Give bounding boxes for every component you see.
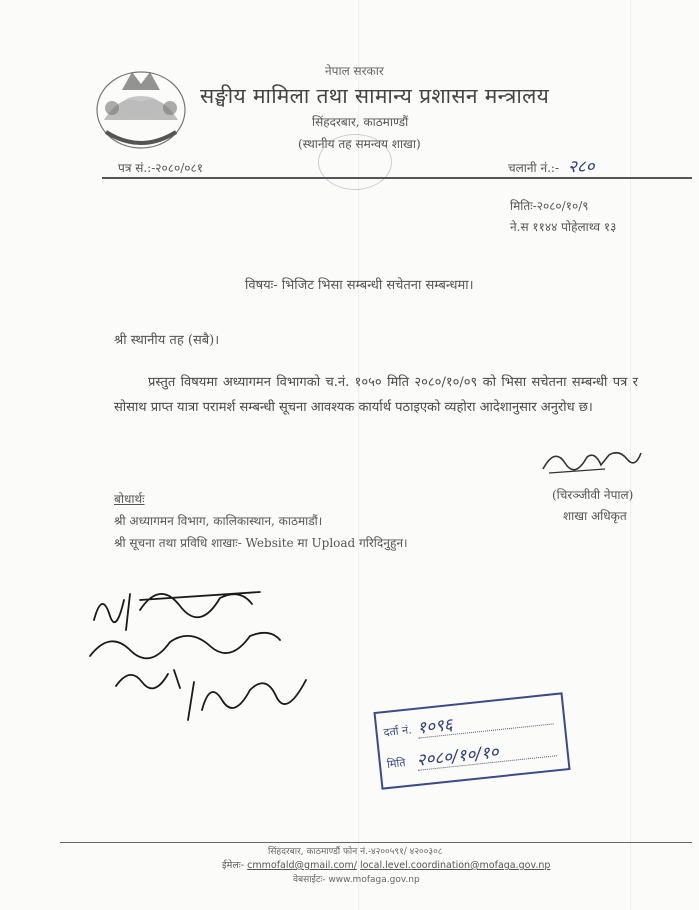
letter-date: मितिः-२०८०/१०/९	[510, 199, 589, 213]
letter-number: पत्र सं.:-२०८०/०८१	[118, 161, 204, 175]
dispatch-number: २८०	[568, 157, 595, 177]
email-link[interactable]: cmmofald@gmail.com/	[247, 860, 357, 871]
signatory-name: (चिरञ्जीवी नेपाल)	[552, 488, 634, 502]
letter-body: प्रस्तुत विषयमा अध्यागमन विभागको च.नं. १०५० मिति २०८०/१०/०९ को भिसा सचेतना सम्बन्धी पत्र र सोसाथ प्राप्त यात्रा परामर्श सम्बन्धी सूचना आवश्यक कार्यार्थ पठाइएको व्यहोरा आदेशानुसार अनुरोध छ।	[114, 375, 638, 415]
nepal-sambat-date: ने.स ११४४ पोहेलाथ्व १३	[510, 220, 617, 234]
registration-number: १०९६	[416, 714, 454, 739]
section-name: (स्थानीय तह समन्वय शाखा)	[298, 137, 421, 151]
cc-item: श्री सूचना तथा प्रविधि शाखाः- Website मा Upload गरिदिनुहुन।	[114, 536, 408, 550]
letter-recipient: श्री स्थानीय तह (सबै)।	[114, 333, 220, 348]
header-divider	[102, 177, 692, 179]
footer-divider	[60, 842, 692, 843]
email-link[interactable]: local.level.coordination@mofaga.gov.np	[359, 860, 551, 871]
footer-email	[222, 858, 550, 871]
handwritten-note	[80, 570, 340, 730]
registration-stamp	[373, 692, 570, 789]
letter-subject: विषयः- भिजिट भिसा सम्बन्धी सचेतना सम्बन्धमा।	[245, 278, 474, 293]
cc-item: श्री अध्यागमन विभाग, कालिकास्थान, काठमाडौं।	[114, 514, 323, 528]
email-label: ईमेलः-	[222, 860, 245, 871]
dispatch-label: चलानी नं.:-	[508, 161, 560, 175]
ministry-name: सङ्घीय मामिला तथा सामान्य प्रशासन मन्त्रालय	[200, 84, 550, 108]
signatory-title: शाखा अधिकृत	[563, 509, 627, 523]
registration-number-label: दर्ता नं.	[382, 723, 413, 740]
officer-signature	[535, 443, 645, 479]
nepal-emblem-icon	[92, 62, 190, 154]
registration-date-label: मिति	[386, 756, 407, 771]
government-name: नेपाल सरकार	[325, 64, 384, 78]
footer-address-phone: सिंहदरबार, काठमाण्डौं फोन नं.-४२००५९१/ ४२००३०८	[268, 847, 443, 857]
cc-label: बोधार्थः	[114, 492, 145, 506]
office-address: सिंहदरबार, काठमाण्डौं	[312, 115, 409, 129]
footer-website[interactable]: वेबसाईटः- www.mofaga.gov.np	[293, 875, 420, 885]
office-seal-icon	[318, 134, 392, 190]
registration-date: २०८०/१०/१०	[415, 742, 500, 771]
